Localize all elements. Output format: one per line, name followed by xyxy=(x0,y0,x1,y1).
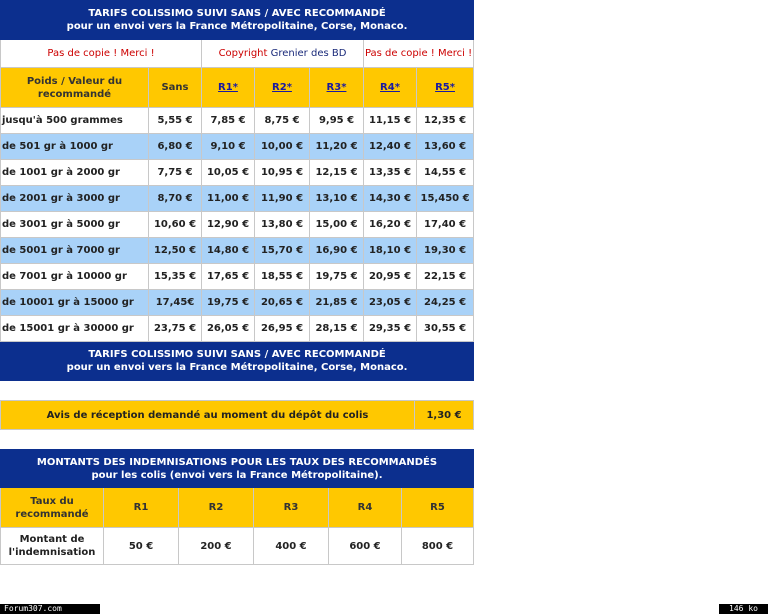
rate-label: Taux du recommandé xyxy=(1,488,104,528)
rate-r1: R1 xyxy=(104,488,179,528)
r5-link[interactable]: R5* xyxy=(435,82,455,93)
price-cell: 10,95 € xyxy=(255,160,310,186)
table-row xyxy=(1,108,474,134)
price-cell: 19,75 € xyxy=(310,264,364,290)
price-cell: 12,50 € xyxy=(149,238,202,264)
price-cell: 20,65 € xyxy=(255,290,310,316)
tariff-table xyxy=(0,0,474,381)
indemnisation-subtitle: pour les colis (envoi vers la France Métropolitaine). xyxy=(91,469,383,481)
amount-r3: 400 € xyxy=(254,528,329,565)
price-cell: 13,60 € xyxy=(417,134,474,160)
price-cell: 18,55 € xyxy=(255,264,310,290)
r2-link[interactable]: R2* xyxy=(272,82,292,93)
price-cell: 15,70 € xyxy=(255,238,310,264)
table-row xyxy=(1,316,474,342)
price-cell: 12,15 € xyxy=(310,160,364,186)
col-sans: Sans xyxy=(149,68,202,108)
r3-link[interactable]: R3* xyxy=(326,82,347,93)
price-cell: 7,75 € xyxy=(149,160,202,186)
tariff-title: TARIFS COLISSIMO SUIVI SANS / AVEC RECOMMANDÉ xyxy=(88,8,386,19)
price-cell: 20,95 € xyxy=(364,264,417,290)
table-row xyxy=(1,134,474,160)
table-row xyxy=(1,160,474,186)
price-cell: 28,15 € xyxy=(310,316,364,342)
r1-link[interactable]: R1* xyxy=(218,82,238,93)
tariff-subtitle: pour un envoi vers la France Métropolitaine, Corse, Monaco. xyxy=(66,21,408,32)
weight-cell: jusqu'à 500 grammes xyxy=(1,108,149,134)
copyright-notice xyxy=(1,40,474,68)
table-row xyxy=(1,290,474,316)
col-r2[interactable] xyxy=(255,68,310,108)
tariff-header xyxy=(1,1,474,40)
weight-cell: de 5001 gr à 7000 gr xyxy=(1,238,149,264)
rate-r3: R3 xyxy=(254,488,329,528)
col-r5[interactable] xyxy=(417,68,474,108)
table-row xyxy=(1,264,474,290)
price-cell: 21,85 € xyxy=(310,290,364,316)
indemnisation-table xyxy=(0,449,474,565)
footer-subtitle: pour un envoi vers la France Métropolitaine, Corse, Monaco. xyxy=(66,362,408,373)
price-cell: 26,95 € xyxy=(255,316,310,342)
amount-label: Montant de l'indemnisation xyxy=(1,528,104,565)
col-weight: Poids / Valeur du recommandé xyxy=(1,68,149,108)
price-cell: 16,20 € xyxy=(364,212,417,238)
price-cell: 14,30 € xyxy=(364,186,417,212)
table-row xyxy=(1,186,474,212)
price-cell: 8,75 € xyxy=(255,108,310,134)
weight-cell: de 3001 gr à 5000 gr xyxy=(1,212,149,238)
weight-cell: de 7001 gr à 10000 gr xyxy=(1,264,149,290)
price-cell: 9,95 € xyxy=(310,108,364,134)
price-cell: 13,10 € xyxy=(310,186,364,212)
rate-label-row xyxy=(1,488,474,528)
price-cell: 12,40 € xyxy=(364,134,417,160)
amount-row xyxy=(1,528,474,565)
amount-r4: 600 € xyxy=(329,528,402,565)
copyright-label: Copyright xyxy=(218,48,268,59)
price-cell: 13,80 € xyxy=(255,212,310,238)
price-cell: 10,60 € xyxy=(149,212,202,238)
size-statusbar: 146 ko xyxy=(719,604,768,614)
price-cell: 22,15 € xyxy=(417,264,474,290)
price-cell: 14,80 € xyxy=(202,238,255,264)
notice-right: Pas de copie ! Merci ! xyxy=(364,40,474,68)
weight-cell: de 501 gr à 1000 gr xyxy=(1,134,149,160)
weight-cell: de 1001 gr à 2000 gr xyxy=(1,160,149,186)
rate-r2: R2 xyxy=(179,488,254,528)
column-headers xyxy=(1,68,474,108)
price-cell: 17,45€ xyxy=(149,290,202,316)
price-cell: 15,35 € xyxy=(149,264,202,290)
price-cell: 13,35 € xyxy=(364,160,417,186)
price-cell: 5,55 € xyxy=(149,108,202,134)
avis-price: 1,30 € xyxy=(415,401,474,430)
table-row xyxy=(1,238,474,264)
col-r4[interactable] xyxy=(364,68,417,108)
copyright-owner: Grenier des BD xyxy=(270,48,347,59)
price-cell: 17,65 € xyxy=(202,264,255,290)
price-cell: 7,85 € xyxy=(202,108,255,134)
price-cell: 11,20 € xyxy=(310,134,364,160)
price-cell: 15,450 € xyxy=(417,186,474,212)
weight-cell: de 15001 gr à 30000 gr xyxy=(1,316,149,342)
forum-statusbar: Forum307.com xyxy=(0,604,100,614)
amount-r5: 800 € xyxy=(402,528,474,565)
price-cell: 29,35 € xyxy=(364,316,417,342)
r4-link[interactable]: R4* xyxy=(380,82,400,93)
price-cell: 14,55 € xyxy=(417,160,474,186)
price-cell: 10,05 € xyxy=(202,160,255,186)
rate-r5: R5 xyxy=(402,488,474,528)
col-r1[interactable] xyxy=(202,68,255,108)
price-cell: 24,25 € xyxy=(417,290,474,316)
price-cell: 23,05 € xyxy=(364,290,417,316)
price-cell: 15,00 € xyxy=(310,212,364,238)
price-cell: 9,10 € xyxy=(202,134,255,160)
weight-cell: de 10001 gr à 15000 gr xyxy=(1,290,149,316)
rate-r4: R4 xyxy=(329,488,402,528)
rate-rows xyxy=(1,108,474,342)
amount-r1: 50 € xyxy=(104,528,179,565)
indemnisation-title: MONTANTS DES INDEMNISATIONS POUR LES TAUX DES RECOMMANDÉS xyxy=(36,456,438,468)
price-cell: 8,70 € xyxy=(149,186,202,212)
price-cell: 19,30 € xyxy=(417,238,474,264)
price-cell: 6,80 € xyxy=(149,134,202,160)
avis-label: Avis de réception demandé au moment du dépôt du colis xyxy=(1,401,415,430)
price-cell: 23,75 € xyxy=(149,316,202,342)
price-cell: 10,00 € xyxy=(255,134,310,160)
amount-r2: 200 € xyxy=(179,528,254,565)
price-cell: 19,75 € xyxy=(202,290,255,316)
notice-center xyxy=(202,40,364,68)
col-r3[interactable] xyxy=(310,68,364,108)
indemnisation-header xyxy=(1,450,474,488)
notice-left: Pas de copie ! Merci ! xyxy=(1,40,202,68)
price-cell: 26,05 € xyxy=(202,316,255,342)
price-cell: 12,90 € xyxy=(202,212,255,238)
avis-row xyxy=(1,401,474,430)
weight-cell: de 2001 gr à 3000 gr xyxy=(1,186,149,212)
avis-table xyxy=(0,400,474,430)
price-cell: 18,10 € xyxy=(364,238,417,264)
price-cell: 11,15 € xyxy=(364,108,417,134)
tariff-footer xyxy=(1,342,474,381)
price-cell: 16,90 € xyxy=(310,238,364,264)
footer-title: TARIFS COLISSIMO SUIVI SANS / AVEC RECOMMANDÉ xyxy=(88,349,386,360)
price-cell: 12,35 € xyxy=(417,108,474,134)
price-cell: 11,90 € xyxy=(255,186,310,212)
table-row xyxy=(1,212,474,238)
price-cell: 30,55 € xyxy=(417,316,474,342)
price-cell: 11,00 € xyxy=(202,186,255,212)
price-cell: 17,40 € xyxy=(417,212,474,238)
